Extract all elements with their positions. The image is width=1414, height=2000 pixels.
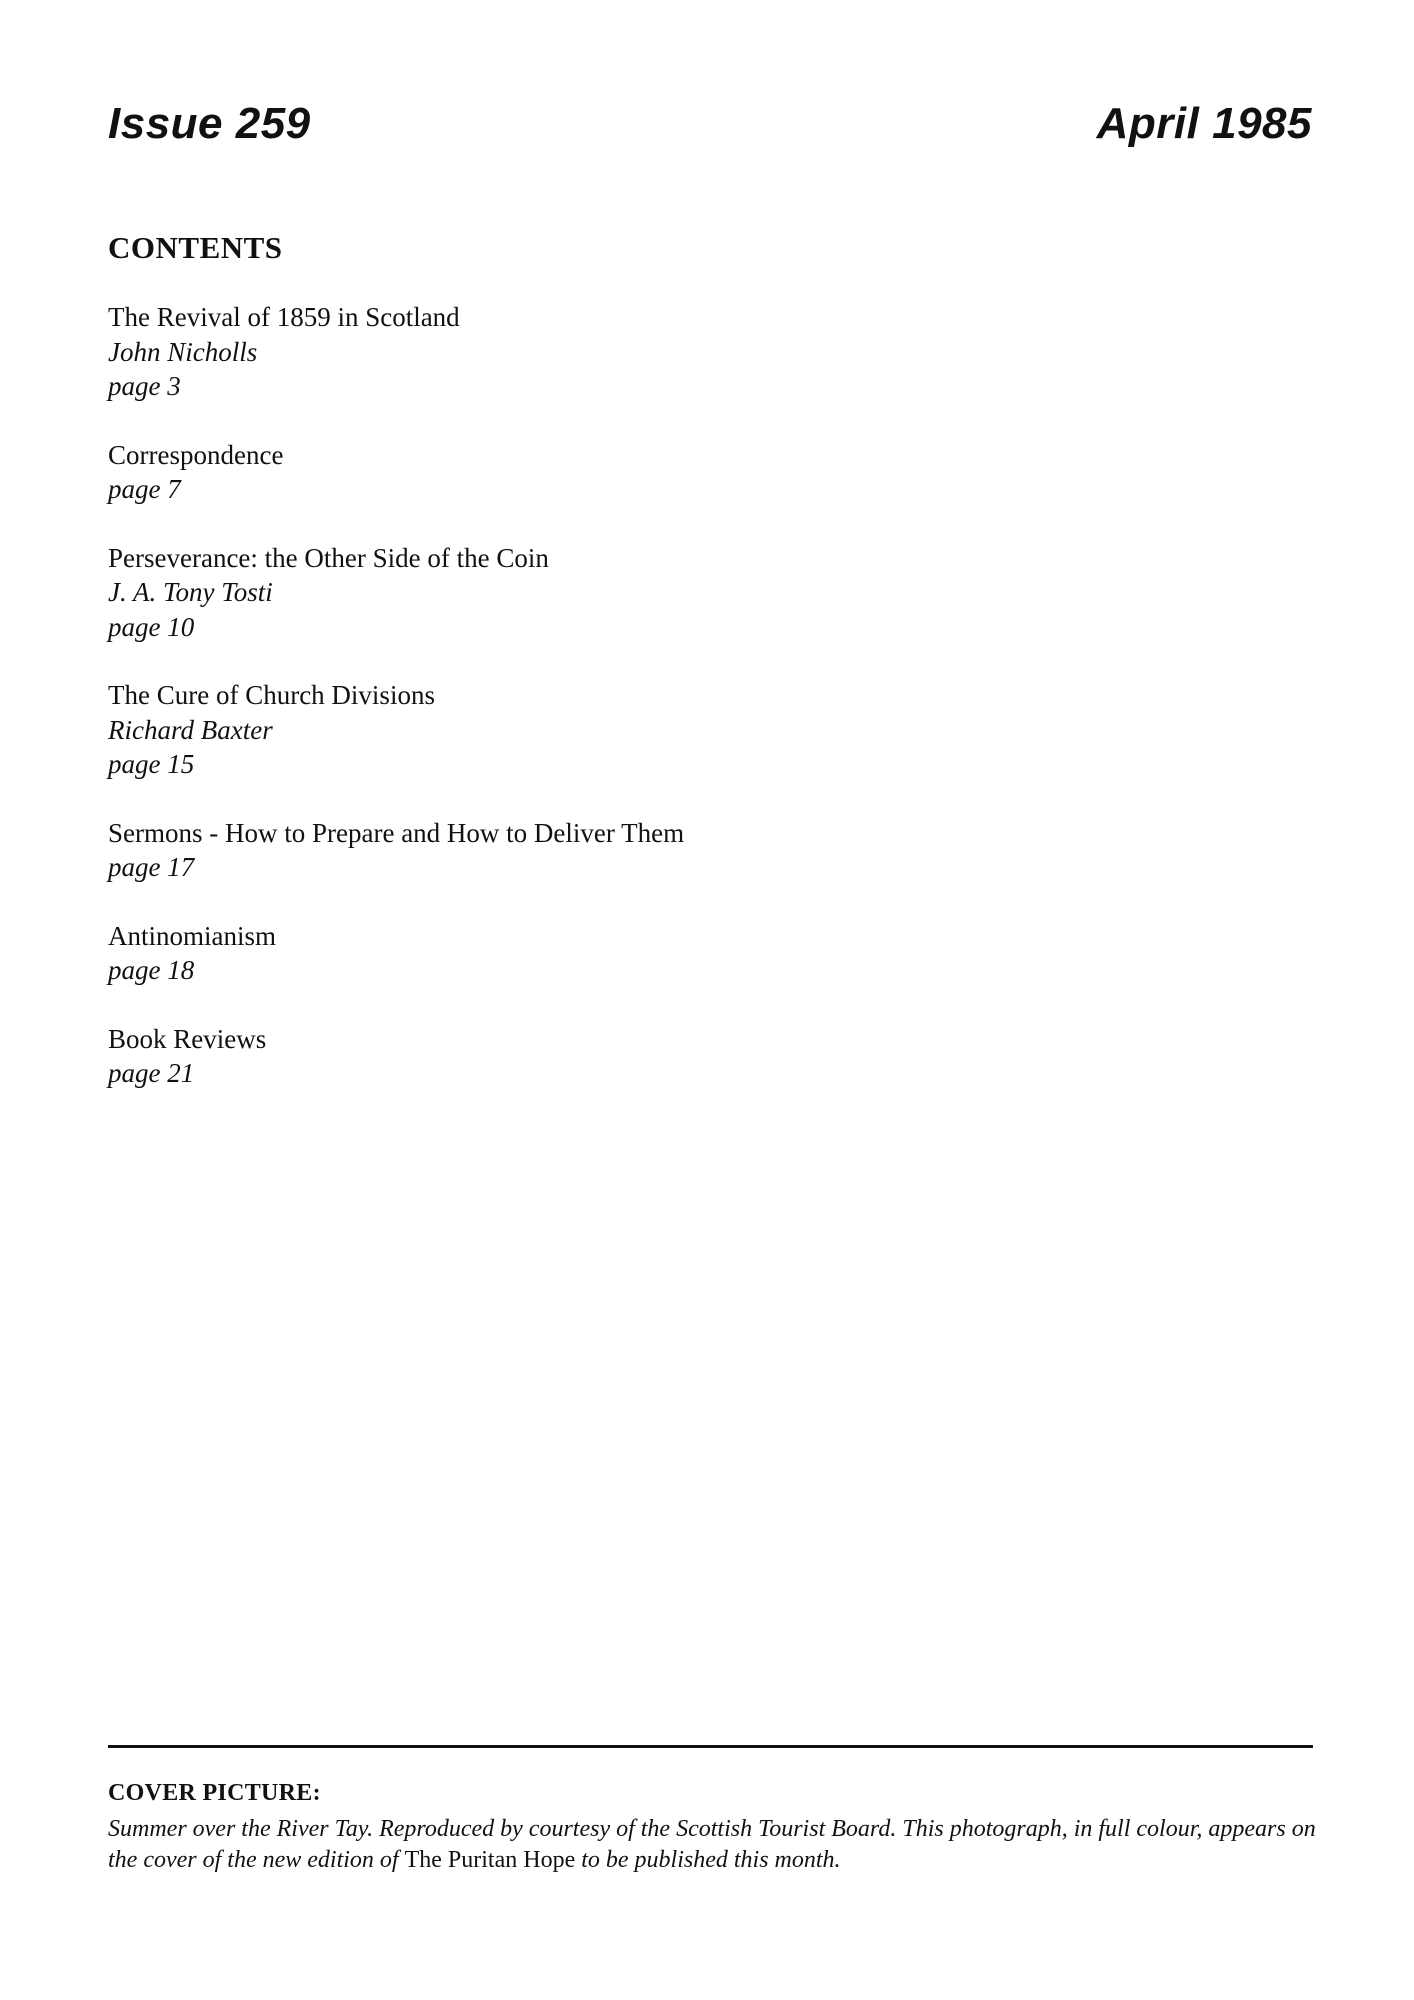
toc-entry-church-divisions	[108, 678, 1008, 782]
toc-entry-perseverance	[108, 541, 1008, 645]
issue-date: April 1985	[1096, 99, 1312, 148]
toc-title: Correspondence	[108, 439, 284, 470]
toc-page: page 3	[108, 371, 181, 401]
toc-page: page 18	[108, 955, 195, 985]
toc-entry-revival	[108, 300, 1008, 404]
toc-entry-antinomianism	[108, 919, 1008, 988]
toc-page: page 21	[108, 1058, 195, 1088]
toc-title: Sermons - How to Prepare and How to Deliver Them	[108, 817, 685, 848]
caption-book-title: The Puritan Hope	[404, 1847, 576, 1873]
toc-author: J. A. Tony Tosti	[108, 577, 273, 607]
toc-entry-book-reviews	[108, 1022, 1008, 1091]
caption-text-end: to be published this month.	[575, 1847, 841, 1873]
table-of-contents	[108, 300, 1008, 1125]
toc-page: page 10	[108, 611, 195, 642]
contents-heading: CONTENTS	[108, 230, 283, 265]
toc-entry-sermons	[108, 816, 1008, 885]
toc-author: John Nicholls	[108, 336, 258, 367]
toc-title: Book Reviews	[108, 1023, 267, 1054]
caption-text: Summer over the River Tay. Reproduced by courtesy of the Scottish Tourist Board. This photograph, in full colour, appears on the cover of the new edition of	[108, 1816, 1316, 1873]
toc-title: Perseverance: the Other Side of the Coin	[108, 542, 549, 573]
toc-title: The Cure of Church Divisions	[108, 680, 435, 710]
cover-picture-heading: COVER PICTURE:	[108, 1780, 321, 1806]
toc-title: Antinomianism	[108, 920, 276, 951]
cover-picture-caption	[108, 1814, 1318, 1876]
toc-entry-correspondence	[108, 438, 1008, 507]
issue-number: Issue 259	[108, 99, 311, 148]
toc-author: Richard Baxter	[108, 714, 273, 745]
toc-page: page 15	[108, 749, 195, 779]
toc-title: The Revival of 1859 in Scotland	[108, 302, 460, 332]
toc-page: page 7	[108, 474, 181, 504]
divider-rule	[108, 1745, 1313, 1748]
toc-page: page 17	[108, 852, 195, 882]
page-header	[108, 98, 1312, 154]
